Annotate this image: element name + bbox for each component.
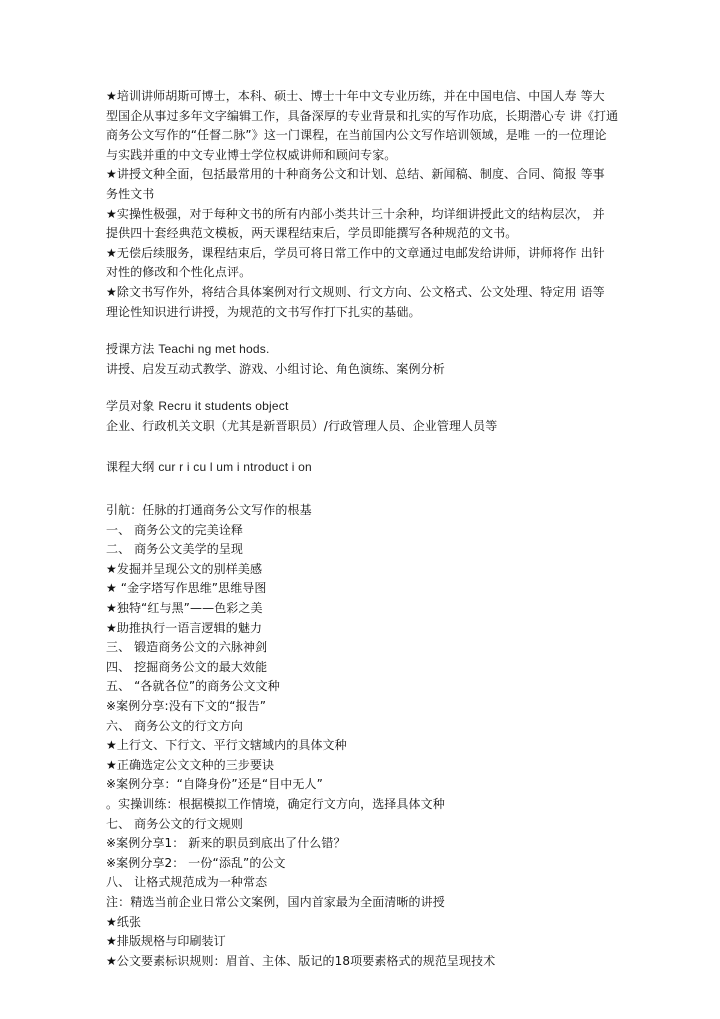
outline-item: 注：精选当前企业日常公文案例，国内首家最为全面清晰的讲授 [106, 894, 445, 909]
intro-line: ★实操性极强，对于每种文书的所有内部小类共计三十余种，均详细讲授此文的结构层次， 并 [106, 206, 605, 221]
outline-item: ※案例分享1： 新来的职员到底出了什么错？ [106, 836, 346, 851]
outline-item: 八、 让格式规范成为一种常态 [106, 875, 268, 890]
outline-section [106, 458, 616, 972]
outline-heading-cn: 课程大纲 [106, 459, 155, 474]
outline-item: 。实操训练：根据模拟工作情境，确定行文方向，选择具体文种 [106, 797, 445, 811]
outline-item: ※案例分享2： 一份“添乱”的公文 [106, 855, 286, 870]
students-heading [106, 397, 616, 417]
intro-line: 对性的修改和个性化点评。 [106, 265, 252, 280]
outline-item: ※案例分享：“自降身份”还是“目中无人” [106, 777, 323, 792]
intro-line: ★除文书写作外，将结合具体案例对行文规则、行文方向、公文格式、公文处理、特定用 语等 [106, 284, 605, 299]
students-heading-cn: 学员对象 [106, 399, 155, 414]
method-heading-cn: 授课方法 [106, 342, 155, 357]
outline-item: 二、 商务公文美学的呈现 [106, 542, 244, 557]
outline-item: ★排版规格与印刷装订 [106, 934, 226, 949]
outline-item: 一、 商务公文的完美诠释 [106, 522, 244, 537]
intro-line: 与实践并重的中文专业博士学位权威讲师和顾问专家。 [106, 147, 397, 162]
outline-item: 六、 商务公文的行文方向 [106, 718, 244, 733]
intro-line: 商务公文写作的“任督二脉”》这一门课程，在当前国内公文写作培训领域，是唯 一的一位理论 [106, 128, 607, 143]
outline-item: 四、 挖掘商务公文的最大效能 [106, 659, 268, 674]
outline-item: ★公文要素标识规则：眉首、主体、版记的18项要素格式的规范呈现技术 [106, 953, 496, 968]
students-section [106, 397, 616, 436]
outline-item: 七、 商务公文的行文规则 [106, 816, 244, 831]
outline-item: ★助推执行一语言逻辑的魅力 [106, 620, 263, 635]
outline-item: 引航：任脉的打通商务公文写作的根基 [106, 503, 312, 518]
method-heading-en: Teachi ng met hods. [158, 342, 270, 357]
outline-item: 三、 锻造商务公文的六脉神剑 [106, 640, 268, 655]
outline-item: ※案例分享:没有下文的“报告” [106, 699, 267, 714]
intro-section [106, 87, 619, 322]
method-content: 讲授、启发互动式教学、游戏、小组讨论、角色演练、案例分析 [106, 361, 445, 376]
intro-line: ★无偿后续服务，课程结束后，学员可将日常工作中的文章通过电邮发给讲师，讲师将作 出针 [106, 245, 605, 260]
method-section [106, 340, 616, 379]
outline-item: ★上行文、下行文、平行文辖域内的具体文种 [106, 738, 347, 753]
outline-item: ★正确选定公文文种的三步要诀 [106, 757, 275, 772]
method-heading [106, 340, 616, 360]
document-page [106, 87, 619, 971]
intro-line: 务性文书 [106, 186, 155, 201]
students-content: 企业、行政机关文职（尤其是新晋职员）/行政管理人员、企业管理人员等 [106, 418, 498, 433]
outline-item: ★独特“红与黑”——色彩之美 [106, 601, 263, 616]
intro-line: 型国企从事过多年文字编辑工作，具备深厚的专业背景和扎实的写作功底，长期潜心专 讲《打通 [106, 108, 619, 123]
intro-line: ★讲授文种全面，包括最常用的十种商务公文和计划、总结、新闻稿、制度、合同、简报 等事 [106, 167, 605, 182]
outline-item: ★发掘并呈现公文的别样美感 [106, 561, 263, 576]
outline-item: ★纸张 [106, 914, 142, 929]
outline-heading-en: cur r i cu l um i ntroduct i on [158, 459, 312, 474]
intro-line: ★培训讲师胡斯可博士，本科、硕士、博士十年中文专业历练，并在中国电信、中国人寿 等大 [106, 89, 605, 103]
outline-item: 五、 “各就各位”的商务公文文种 [106, 679, 280, 694]
outline-heading [106, 458, 616, 478]
outline-item: ★ “金字塔写作思维”思维导图 [106, 581, 267, 596]
intro-line: 理论性知识进行讲授，为规范的文书写作打下扎实的基础。 [106, 304, 421, 319]
students-heading-en: Recru it students object [158, 399, 289, 414]
intro-line: 提供四十套经典范文模板，两天课程结束后，学员即能撰写各种规范的文书。 [106, 226, 518, 241]
